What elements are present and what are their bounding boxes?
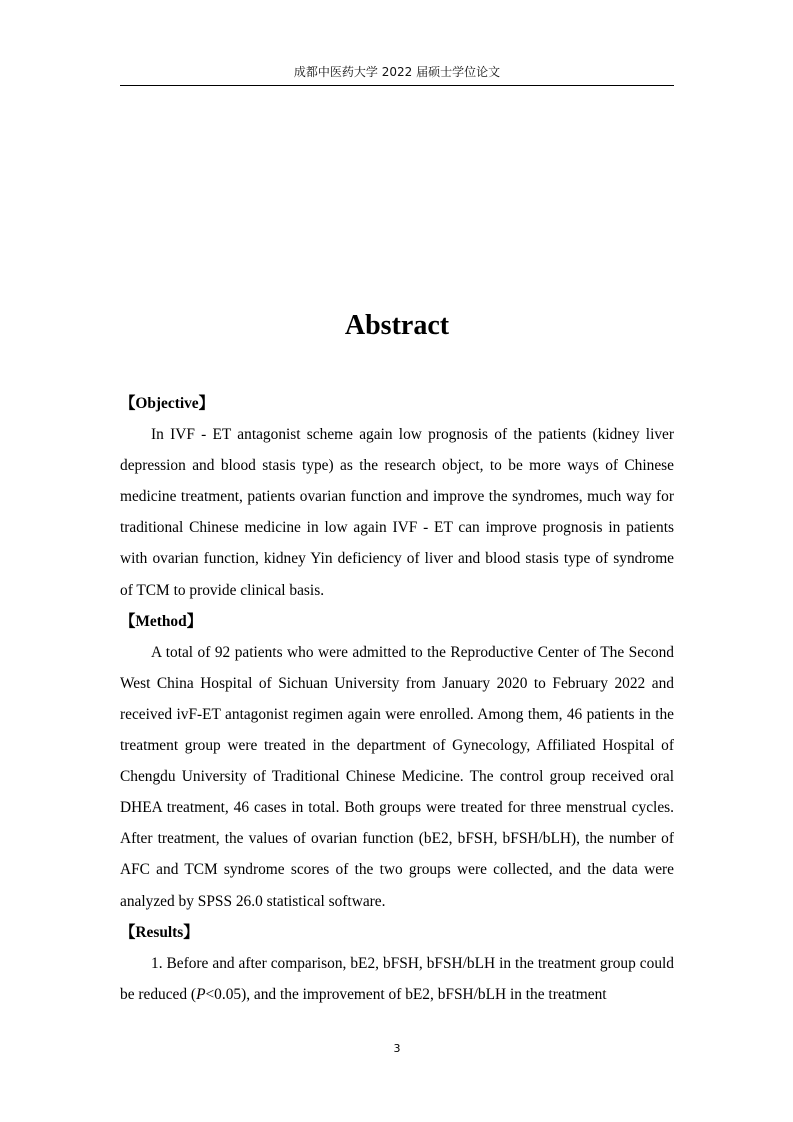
header-rule <box>120 85 674 86</box>
objective-heading: 【Objective】 <box>120 395 215 412</box>
results-heading: 【Results】 <box>120 923 199 941</box>
page-title: Abstract <box>344 310 450 341</box>
results-paragraph <box>120 948 674 1010</box>
abstract-body <box>120 388 674 1010</box>
page-number: 3 <box>393 1042 401 1055</box>
method-paragraph: A total of 92 patients who were admitted to the Reproductive Center of The Second West China Hospital of Sichuan University from January 2020 to February 2022 and received ivF-ET antagonist regimen again were enrolled. Among them, 46 patients in the treatment group were treated in the department of Gynecology, Affiliated Hospital of Chengdu University of Traditional Chinese Medicine. The control group received oral DHEA treatment, 46 cases in total. Both groups were treated for three menstrual cycles. After treatment, the values of ovarian function (bE2, bFSH, bFSH/bLH), the number of AFC and TCM syndrome scores of the two groups were collected, and the data were analyzed by SPSS 26.0 statistical software. <box>120 643 674 910</box>
p-value-symbol: P <box>196 985 206 1003</box>
results-text-after: <0.05), and the improvement of bE2, bFSH/bLH in the treatment <box>205 985 607 1003</box>
results-text-before: 1. Before and after comparison, bE2, bFSH, bFSH/bLH in the treatment group could be reduced ( <box>120 954 674 1003</box>
method-heading: 【Method】 <box>120 612 203 630</box>
objective-paragraph: In IVF - ET antagonist scheme again low prognosis of the patients (kidney liver depression and blood stasis type) as the research object, to be more ways of Chinese medicine treatment, patients ovarian function and improve the syndromes, much way for traditional Chinese medicine in low again IVF - ET can improve prognosis in patients with ovarian function, kidney Yin deficiency of liver and blood stasis type of syndrome of TCM to provide clinical basis. <box>120 426 674 599</box>
running-header: 成都中医药大学 2022 届硕士学位论文 <box>293 65 501 79</box>
